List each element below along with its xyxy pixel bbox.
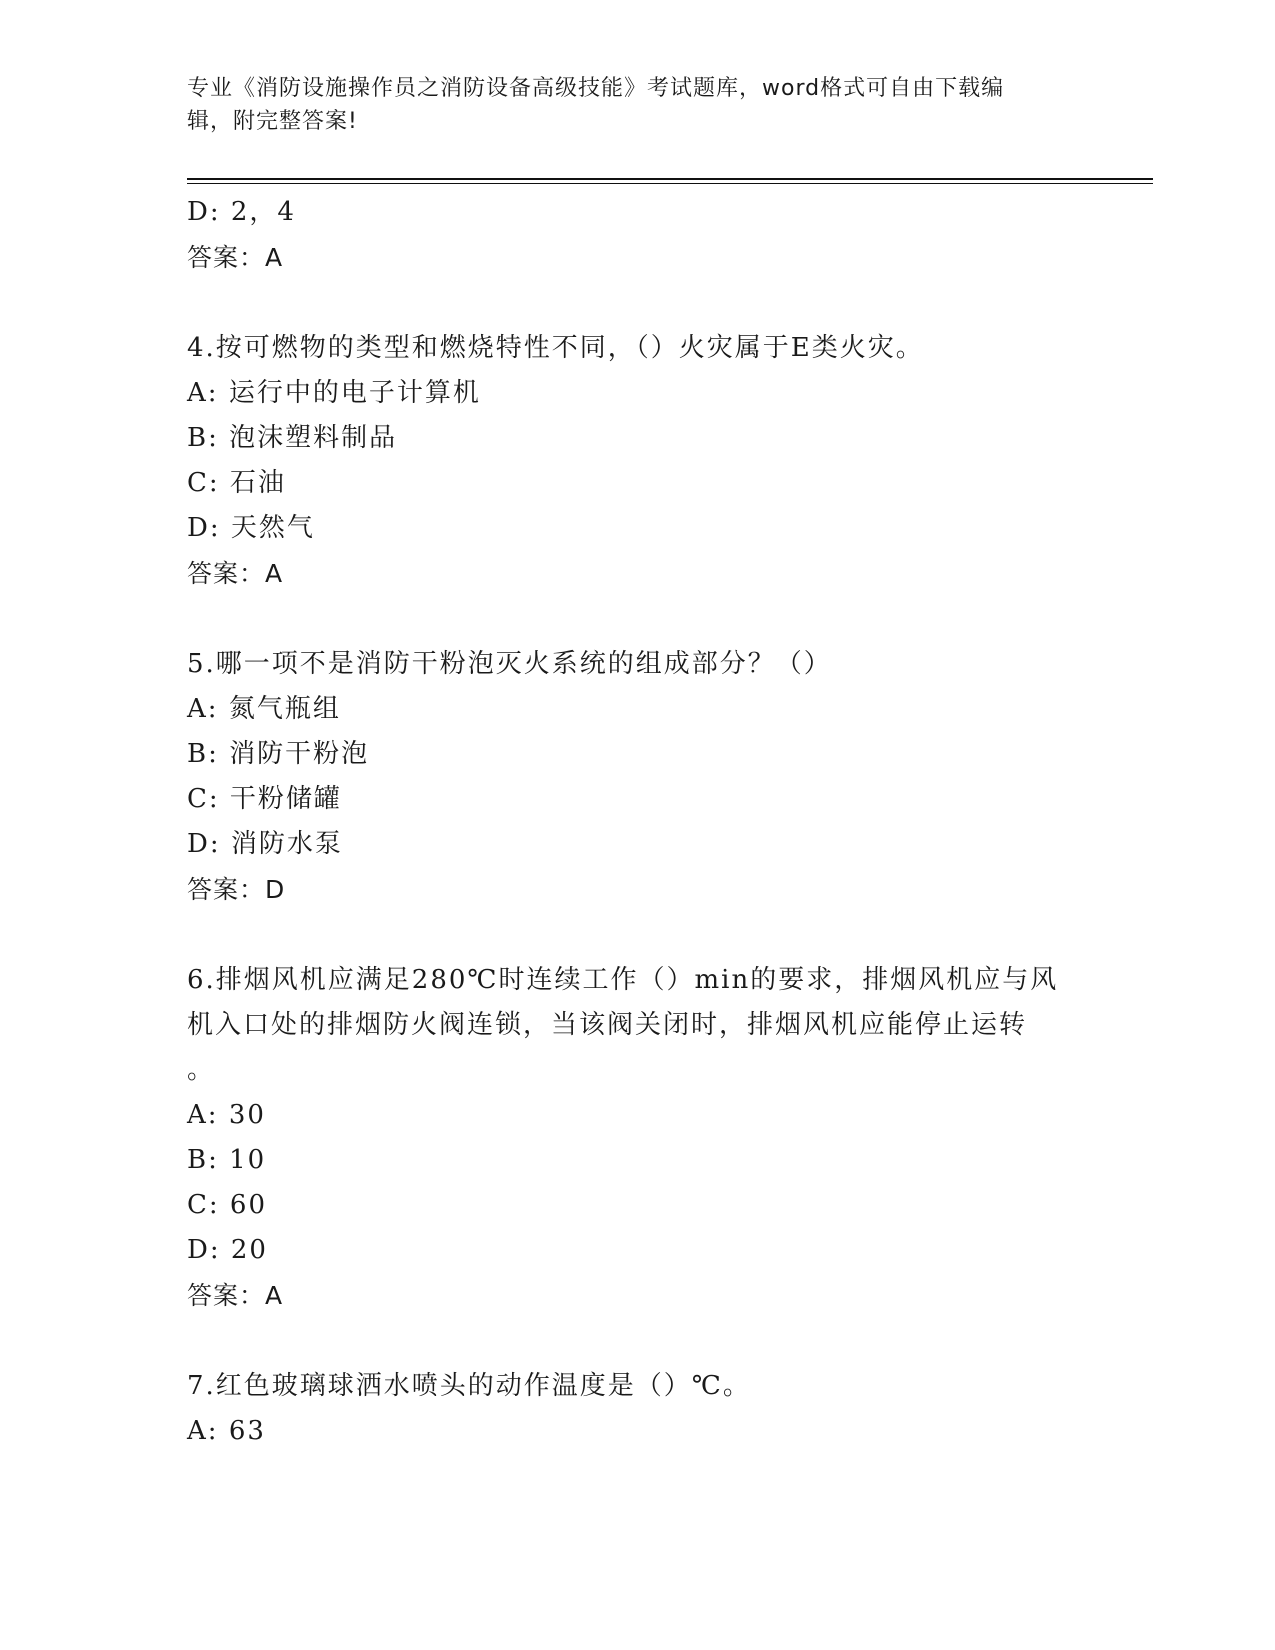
question-stem: 7.红色玻璃球洒水喷头的动作温度是（）℃。 xyxy=(187,1371,751,1401)
question-list xyxy=(187,190,1087,1454)
option-label: A: xyxy=(187,1100,219,1130)
header-line-1: 专业《消防设施操作员之消防设备高级技能》考试题库，word格式可自由下载编 xyxy=(187,76,1005,101)
option-c xyxy=(187,1183,1087,1228)
option-text: 2，4 xyxy=(230,197,296,227)
option-label: D: xyxy=(187,1235,221,1265)
page-header xyxy=(187,72,1067,138)
option-text: 消防水泵 xyxy=(230,829,343,859)
option-a xyxy=(187,371,1087,416)
option-label: A: xyxy=(187,378,219,408)
option-label: D: xyxy=(187,829,221,859)
option-label: B: xyxy=(187,739,219,769)
answer: 答案：D xyxy=(187,875,286,904)
option-text: 30 xyxy=(228,1100,266,1130)
option-text: 60 xyxy=(229,1190,268,1220)
option-d xyxy=(187,506,1087,551)
option-text: 石油 xyxy=(229,468,286,498)
option-text: 运行中的电子计算机 xyxy=(228,378,481,408)
option-c xyxy=(187,777,1087,822)
option-text: 天然气 xyxy=(230,513,315,543)
option-label: C: xyxy=(187,784,220,814)
option-text: 10 xyxy=(229,1145,267,1175)
option-d xyxy=(187,822,1087,867)
option-a xyxy=(187,1409,1087,1454)
option-text: 20 xyxy=(230,1235,268,1265)
option-text: 消防干粉泡 xyxy=(229,739,370,769)
option-label: D: xyxy=(187,197,221,227)
option-a xyxy=(187,1093,1087,1138)
question-7 xyxy=(187,1364,1087,1454)
option-label: A: xyxy=(187,1416,219,1446)
option-label: B: xyxy=(187,1145,219,1175)
question-stem-line-1: 6.排烟风机应满足280℃时连续工作（）min的要求，排烟风机应与风 xyxy=(187,965,1059,995)
header-divider-thin xyxy=(187,183,1153,184)
question-partial xyxy=(187,190,1087,280)
question-4 xyxy=(187,326,1087,596)
option-c xyxy=(187,461,1087,506)
option-b xyxy=(187,732,1087,777)
option-text: 63 xyxy=(228,1416,266,1446)
option-a xyxy=(187,687,1087,732)
question-stem: 5.哪一项不是消防干粉泡灭火系统的组成部分？（） xyxy=(187,649,832,679)
option-text: 氮气瓶组 xyxy=(228,694,341,724)
header-line-2: 辑，附完整答案! xyxy=(187,109,358,134)
option-text: 泡沫塑料制品 xyxy=(229,423,398,453)
option-d xyxy=(187,1228,1087,1273)
option-text: 干粉储罐 xyxy=(229,784,342,814)
answer: 答案：A xyxy=(187,243,284,272)
option-b xyxy=(187,416,1087,461)
option-d xyxy=(187,190,1087,235)
option-label: B: xyxy=(187,423,219,453)
option-label: D: xyxy=(187,513,221,543)
option-label: C: xyxy=(187,468,220,498)
question-stem-line-2: 机入口处的排烟防火阀连锁，当该阀关闭时，排烟风机应能停止运转 xyxy=(187,1010,1028,1040)
question-5 xyxy=(187,642,1087,912)
question-6 xyxy=(187,958,1087,1318)
option-label: C: xyxy=(187,1190,220,1220)
question-stem-line-3: 。 xyxy=(187,1055,216,1085)
header-divider-thick xyxy=(187,178,1153,180)
option-b xyxy=(187,1138,1087,1183)
answer: 答案：A xyxy=(187,559,284,588)
question-stem: 4.按可燃物的类型和燃烧特性不同，（）火灾属于E类火灾。 xyxy=(187,333,924,363)
option-label: A: xyxy=(187,694,219,724)
answer: 答案：A xyxy=(187,1281,284,1310)
